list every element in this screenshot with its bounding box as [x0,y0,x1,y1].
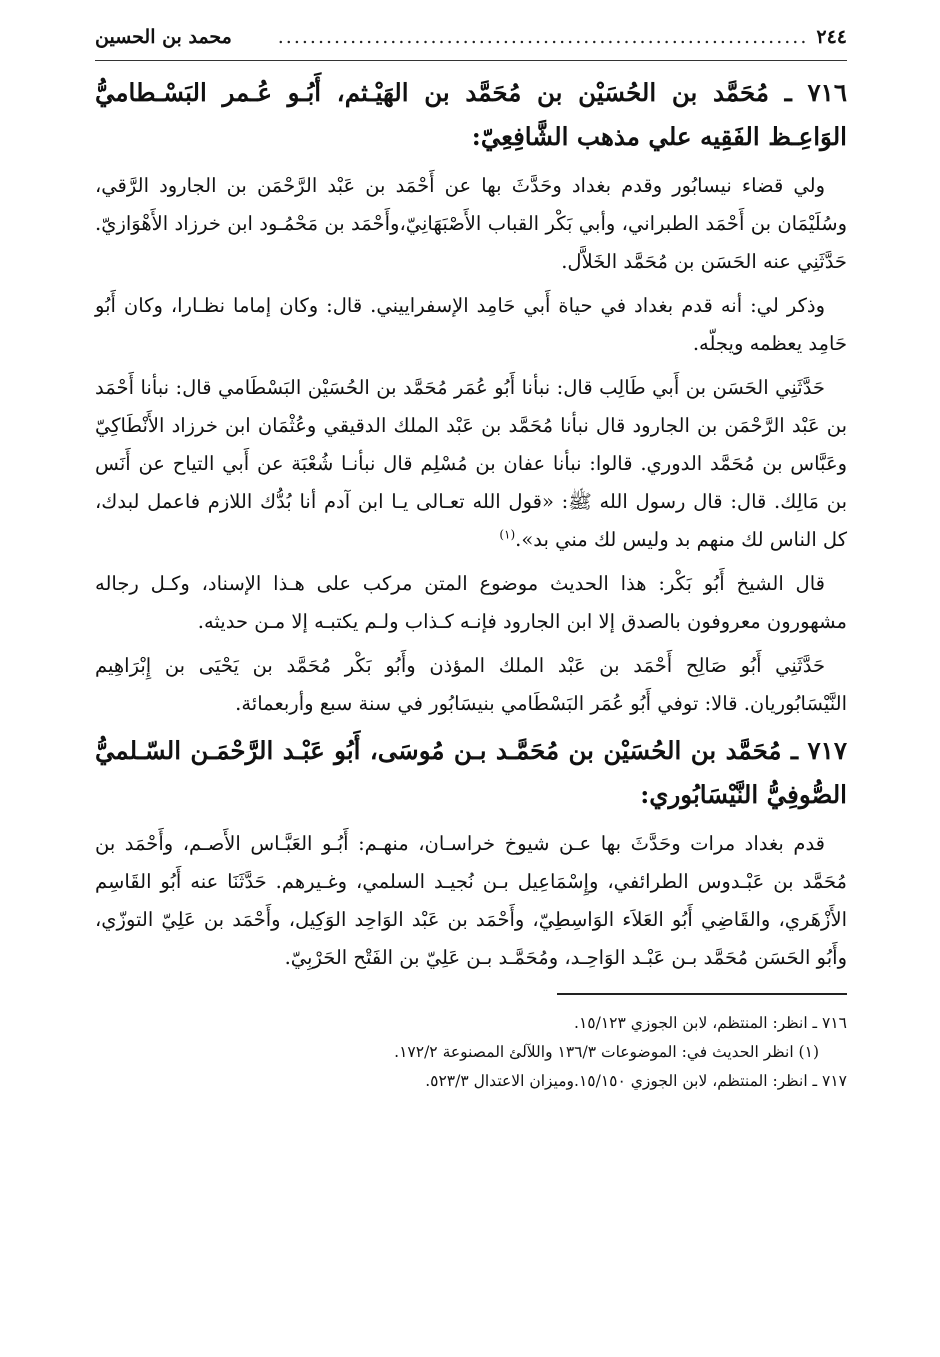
entry-716-paragraph-2: وذكر لي: أنه قدم بغداد في حياة أَبي حَامِد الإسفراييني. قال: وكان إماما نظـارا، وكان أَبُو حَامِد يعظمه ويجلّه. [95,294,847,355]
book-page [95,22,847,1096]
entry-716-paragraph-3-text: حَدَّثَنِي الحَسَن بن أَبي طَالِب قال: نبأنا أَبُو عُمَر مُحَمَّد بن الحُسَيْن البَسْطَامي قال: نبأنا أَحْمَد بن عَبْد الرَّحْمَن بن الجارود قال نبأنا مُحَمَّد بن عَبْد الملك الدقيقي وعُثْمَان ابن خرزاد الأَنْطَاكِيّ وعَبَّاس بن مُحَمَّد الدوري. قالوا: نبأنا عفان بن مُسْلِم قال نبأنـا شُعْبَة عن أَبي التياح عن أَنَس بن مَالِك. قال: قال رسول الله ﷺ: «قول الله تعـالى يـا ابن آدم أنا بُدُّك اللازم فاعمل لبدك، كل الناس لك منهم بد وليس لك مني بد». [95,376,847,551]
footnote-rule [557,993,847,995]
entry-716-paragraph-5: حَدَّثَنِي أَبُو صَالِح أَحْمَد بن عَبْد الملك المؤذن وأَبُو بَكْر مُحَمَّد بن يَحْيَى بن إِبْرَاهِيم النَّيْسَابُوريان. قالا: توفي أَبُو عُمَر البَسْطَامي بنيسَابُور في سنة سبع وأربعمائة. [95,654,847,715]
running-header [95,22,847,54]
entry-716-paragraph-1: ولي قضاء نيسابُور وقدم بغداد وحَدَّثَ بها عن أَحْمَد بن عَبْد الرَّحْمَن بن الجارود الرَّقي، وسُلَيْمَان بن أَحْمَد الطبراني، وأبي بَكْر القباب الأَصْبَهَانِيّ،وأَحْمَد بن مَحْمُـود ابن خرزاد الأَهْوَازيّ. حَدَّثَنِي عنه الحَسَن بن مُحَمَّد الخَلاَّل. [95,174,847,273]
footnote-717: ٧١٧ ـ انظر: المنتظم، لابن الجوزي ١٥/١٥٠.وميزان الاعتدال ٥٢٣/٣. [425,1071,847,1090]
footnote-716: ٧١٦ ـ انظر: المنتظم، لابن الجوزي ١٥/١٢٣. [574,1013,847,1032]
entry-717-paragraph-1: قدم بغداد مرات وحَدَّثَ بها عـن شيوخ خراسـان، منهـم: أَبُـو العَبَّـاس الأَصـم، وأَحْمَد بن مُحَمَّد بن عَبْـدوس الطرائفي، وإِسْمَاعِيل بـن نُجيـد السلمي، وغـيرهم. حَدَّثَنَا عنه أَبُو القَاسِم الأَزْهَري، والقَاضِي أَبُو العَلاَء الوَاسِطِيّ، وأَحْمَد بن عَبْد الوَاحِد الوَكِيل، وأَحْمَد بن عَلِيّ التوزّي، وأَبُو الحَسَن مُحَمَّد بـن عَبْـد الوَاحِـد، ومُحَمَّـد بـن عَلِيّ بن الفَتْح الحَرْبِيّ. [95,832,847,969]
footnote-1: (١) انظر الحديث في: الموضوعات ١٣٦/٣ واللآلئ المصنوعة ١٧٢/٢. [394,1042,819,1061]
entry-716-paragraph-3 [95,369,847,559]
running-title: محمد بن الحسين [95,26,232,48]
entry-717-heading: ٧١٧ ـ مُحَمَّد بن الحُسَيْن بن مُحَمَّـد بـن مُوسَى، أَبُو عَبْـد الرَّحْمَـن السّـلميُّ الصُّوفِيُّ النَّيْسَابُوري: [95,736,847,809]
entry-716-heading: ٧١٦ ـ مُحَمَّد بن الحُسَيْن بن مُحَمَّد بن الهَيْـثم، أَبُـو عُـمر البَسْـطاميُّ الوَاعِـظ الفَقِيه علي مذهب الشَّافِعِيّ: [95,78,847,151]
header-rule [95,60,847,61]
footnote-marker[interactable]: (١) [499,527,516,542]
page-number: ٢٤٤ [816,26,847,48]
dot-leader: .................................................................. [277,26,809,48]
entry-716-paragraph-4: قال الشيخ أَبُو بَكْر: هذا الحديث موضوع المتن مركب على هـذا الإسناد، وكـل رجاله مشهورون معروفون بالصدق إلا ابن الجارود فإنـه كـذاب ولـم يكتبـه إلا مـن حديثه. [95,572,847,633]
